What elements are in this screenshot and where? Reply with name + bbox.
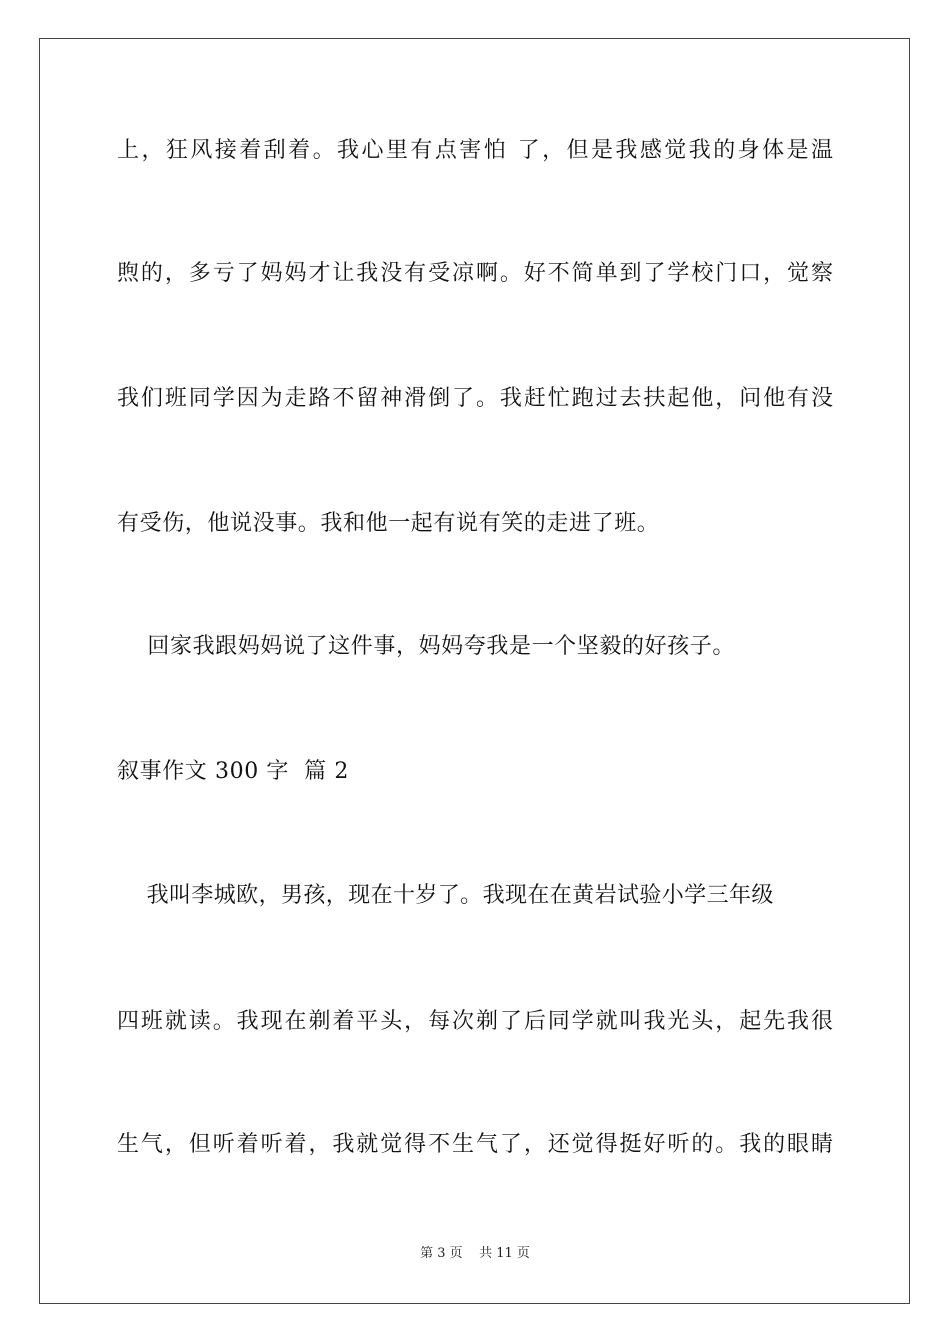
paragraph-line: 有受伤，他说没事。我和他一起有说有笑的走进了班。 [117, 511, 660, 536]
paragraph-line: 回家我跟妈妈说了这件事，妈妈夸我是一个坚毅的好孩子。 [117, 634, 735, 659]
paragraph-line: 煦的，多亏了妈妈才让我没有受凉啊。好不简单到了学校门口，觉察 [117, 261, 833, 286]
page-number: 第 3 页 共 11 页 [420, 1246, 530, 1261]
paragraph-line: 我叫李城欧，男孩，现在十岁了。我现在在黄岩试验小学三年级 [117, 883, 774, 908]
paragraph-line: 上，狂风接着刮着。我心里有点害怕 了，但是我感觉我的身体是温 [117, 138, 833, 163]
section-heading: 叙事作文 300 字 篇 2 [117, 759, 349, 784]
paragraph-line: 生气，但听着听着，我就觉得不生气了，还觉得挺好听的。我的眼睛 [117, 1132, 833, 1157]
paragraph-line: 四班就读。我现在剃着平头，每次剃了后同学就叫我光头，起先我很 [117, 1009, 833, 1034]
page-border [39, 38, 910, 1304]
paragraph-line: 我们班同学因为走路不留神滑倒了。我赶忙跑过去扶起他，问他有没 [117, 386, 833, 411]
